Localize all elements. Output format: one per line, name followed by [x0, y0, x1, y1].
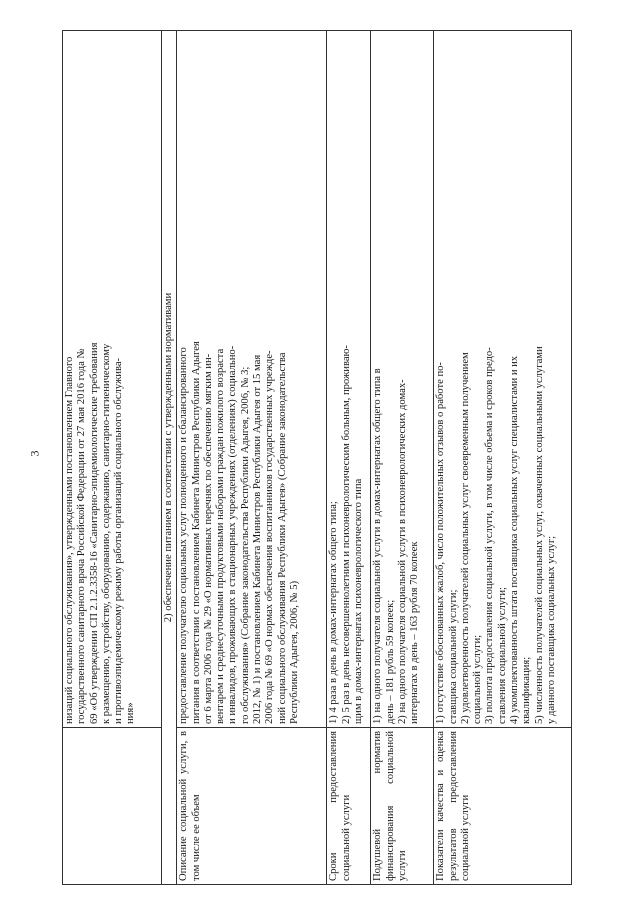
- text-line: социальной услуги;: [472, 634, 484, 724]
- text-line: государственного санитарного врача Российской Федерации от 27 мая 2016 года №: [76, 348, 88, 724]
- row-content: [177, 31, 327, 728]
- table-row: [434, 31, 572, 885]
- row-content: [327, 31, 371, 728]
- text-line: и инвалидов, проживающих в стационарных учреждениях (отделениях) социально-: [227, 345, 239, 724]
- table-cell-empty: [63, 728, 162, 885]
- text-line: Республики Адыгея, 2006, № 5): [288, 580, 300, 724]
- row-label: Показатели качества и оценка результатов предоставления социальной услуги: [434, 728, 572, 885]
- service-description-table: [62, 30, 572, 885]
- text-line: квалификация;: [521, 656, 533, 724]
- row-content: [371, 31, 434, 728]
- table-row: [327, 31, 371, 885]
- row-label: Сроки предоставления социальной услуги: [327, 728, 371, 885]
- row-content: [434, 31, 572, 728]
- page-number: 3: [27, 450, 42, 457]
- text-line: 2) удовлетворенность получателей социальных услуг своевременным получением: [459, 352, 471, 724]
- text-line: от 6 марта 2006 года № 29 «О нормативных перечнях по обеспечению мягким ин-: [202, 353, 214, 724]
- text-line: интернатах в день – 163 рубля 70 копеек: [409, 541, 421, 724]
- row-label: Подушевой норматив финансирования социальной услуги: [371, 728, 434, 885]
- text-line: вентарем и среднесуточными продуктовыми наборами граждан пожилого возраста: [215, 348, 227, 724]
- text-line: щим в домах-интернатах психоневрологического типа: [352, 478, 364, 724]
- text-line: 1) 4 раза в день в домах-интернатах общего типа;: [328, 501, 340, 724]
- text-line: у данного поставщика социальных услуг;: [545, 535, 557, 724]
- text-line: ставления социальной услуги;: [496, 587, 508, 724]
- text-line: ставщика социальной услуги;: [447, 589, 459, 724]
- text-line: 2) 5 раз в день несовершеннолетним и психоневрологическим больным, проживаю-: [340, 345, 352, 724]
- text-line: 5) численность получателей социальных услуг, охваченных социальными услугами: [533, 346, 545, 724]
- text-line: 1) отсутствие обоснованных жалоб, число положительных отзывов о работе по-: [435, 362, 447, 724]
- text-line: 3) полнота предоставления социальной услуги, в том числе объема и сроков предо-: [484, 347, 496, 724]
- table-row: [371, 31, 434, 885]
- text-line: 2006 года № 69 «О нормах обеспечения воспитанников государственных учрежде-: [264, 350, 276, 724]
- table-row: [177, 31, 327, 885]
- text-line: 2) на одного получателя социальной услуги в психоневрологических домах-: [396, 379, 408, 724]
- section-header-row: [162, 31, 177, 885]
- section-header: 2) обеспечение питанием в соответствии с утвержденными нормативами: [162, 31, 177, 885]
- text-line: ний социального обслуживания Республики Адыгея» (Собрание законодательства: [276, 352, 288, 724]
- rotated-page-content: [62, 30, 582, 885]
- text-line: ния»: [125, 702, 137, 724]
- text-line: и противоэпидемическому режиму работы организаций социального обслужива-: [113, 357, 125, 724]
- text-line: го обслуживания» (Собрание законодательства Республики Адыгея, 2006, № 3;: [239, 366, 251, 724]
- text-line: к размещению, устройству, оборудованию, содержанию, санитарно-гигиеническому: [100, 343, 112, 724]
- text-line: день – 181 рубль 59 копеек;: [384, 599, 396, 724]
- text-line: 2012, № 1) и постановлением Кабинета Министров Республики Адыгея от 15 мая: [252, 354, 264, 724]
- table-row: [63, 31, 162, 885]
- text-line: предоставление получателю социальных услуг полноценного и сбалансированного: [178, 347, 190, 724]
- text-line: 4) укомплектованность штата поставщика социальных услуг специалистами и их: [509, 355, 521, 724]
- text-line: низаций социального обслуживания», утвержденными постановлением Главного: [64, 356, 75, 724]
- row-label: Описание социальной услуги, в том числе ее объем: [177, 728, 327, 885]
- table-cell-requirements: [63, 31, 162, 728]
- text-line: питания в соответствии с постановлением Кабинета Министров Республики Адыгея: [190, 341, 202, 724]
- text-line: 1) на одного получателя социальной услуги в домах-интернатах общего типа в: [372, 368, 384, 724]
- text-line: 69 «Об утверждении СП 2.1.2.3358-16 «Санитарно-эпидемиологические требования: [88, 342, 100, 724]
